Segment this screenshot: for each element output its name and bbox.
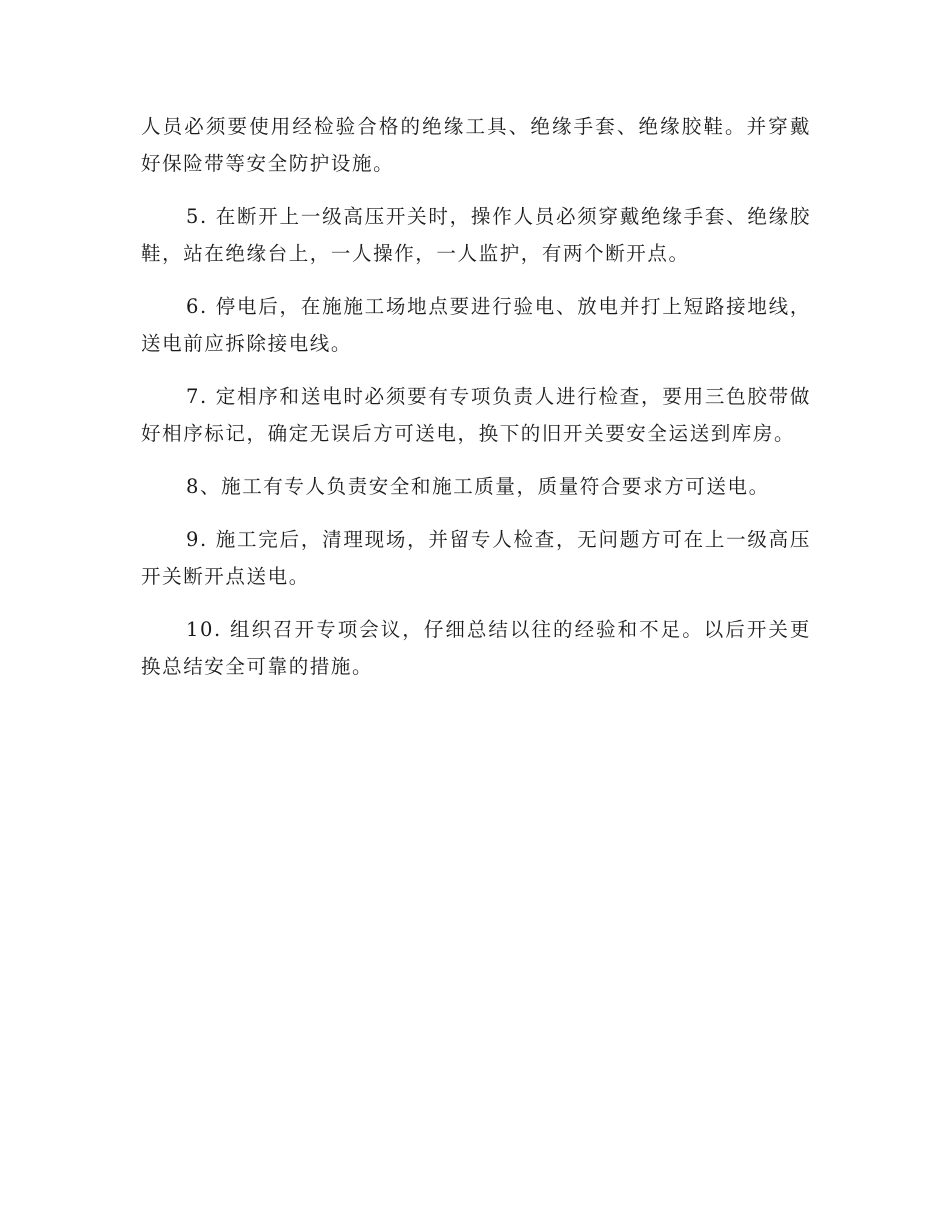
- paragraph-item-7: 7. 定相序和送电时必须要有专项负责人进行检查，要用三色胶带做好相序标记，确定无误后方可送电，换下的旧开关要安全运送到库房。: [141, 385, 811, 445]
- document-body: [141, 108, 811, 701]
- paragraph-item-9: 9. 施工完后，清理现场，并留专人检查，无问题方可在上一级高压开关断开点送电。: [141, 528, 811, 588]
- paragraph-continuation: 人员必须要使用经检验合格的绝缘工具、绝缘手套、绝缘胶鞋。并穿戴好保险带等安全防护设施。: [141, 115, 811, 175]
- paragraph-item-10: 10. 组织召开专项会议，仔细总结以往的经验和不足。以后开关更换总结安全可靠的措施。: [141, 618, 811, 678]
- paragraph-item-8: 8、施工有专人负责安全和施工质量，质量符合要求方可送电。: [186, 475, 770, 498]
- paragraph-item-5: 5. 在断开上一级高压开关时，操作人员必须穿戴绝缘手套、绝缘胶鞋，站在绝缘台上，一人操作，一人监护，有两个断开点。: [141, 205, 811, 265]
- paragraph-item-6: 6. 停电后，在施施工场地点要进行验电、放电并打上短路接地线，送电前应拆除接电线。: [141, 295, 811, 355]
